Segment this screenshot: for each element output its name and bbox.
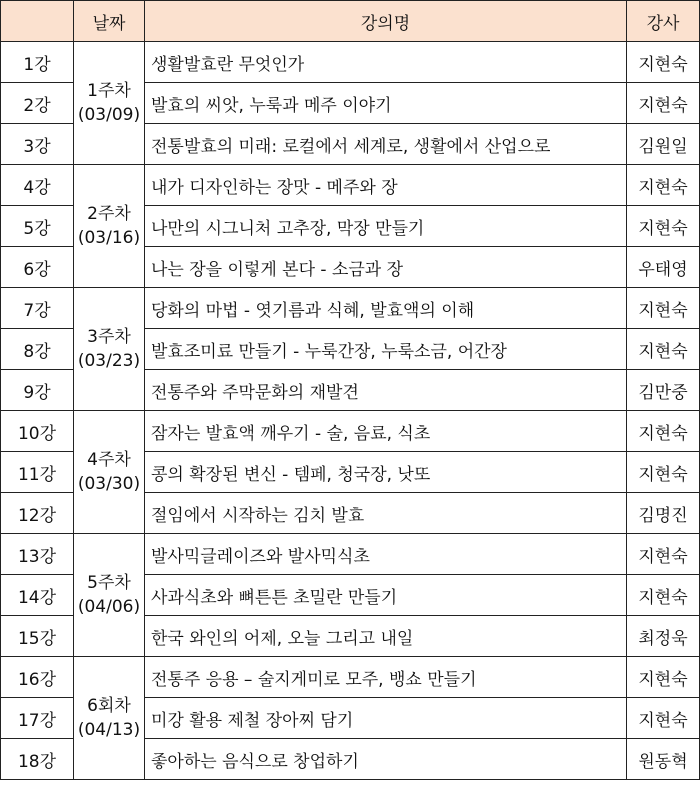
lecture-instructor: 김원일	[627, 124, 700, 165]
lecture-instructor: 지현숙	[627, 83, 700, 124]
lecture-title: 미강 활용 제철 장아찌 담기	[145, 698, 627, 739]
week-label: 5주차	[87, 573, 131, 593]
lecture-instructor: 지현숙	[627, 42, 700, 83]
week-cell	[74, 42, 145, 165]
lecture-title: 내가 디자인하는 장맛 - 메주와 장	[145, 165, 627, 206]
lecture-instructor: 지현숙	[627, 657, 700, 698]
week-label: 3주차	[87, 327, 131, 347]
lecture-instructor: 원동혁	[627, 739, 700, 780]
table-row	[1, 411, 700, 452]
lecture-number: 1강	[1, 42, 74, 83]
lecture-title: 나만의 시그니처 고추장, 막장 만들기	[145, 206, 627, 247]
lecture-instructor: 지현숙	[627, 411, 700, 452]
lecture-number: 17강	[1, 698, 74, 739]
lecture-title: 절임에서 시작하는 김치 발효	[145, 493, 627, 534]
table-row	[1, 165, 700, 206]
week-label: 6회차	[87, 696, 131, 716]
header-instructor: 강사	[627, 1, 700, 42]
week-cell	[74, 165, 145, 288]
lecture-number: 11강	[1, 452, 74, 493]
week-date: (04/13)	[77, 720, 141, 740]
lecture-instructor: 지현숙	[627, 329, 700, 370]
lecture-number: 6강	[1, 247, 74, 288]
header-number	[1, 1, 74, 42]
lecture-title: 발사믹글레이즈와 발사믹식초	[145, 534, 627, 575]
lecture-instructor: 지현숙	[627, 575, 700, 616]
lecture-number: 10강	[1, 411, 74, 452]
lecture-title: 잠자는 발효액 깨우기 - 술, 음료, 식초	[145, 411, 627, 452]
week-date: (03/23)	[77, 351, 141, 371]
header-title: 강의명	[145, 1, 627, 42]
lecture-title: 당화의 마법 - 엿기름과 식혜, 발효액의 이해	[145, 288, 627, 329]
lecture-title: 한국 와인의 어제, 오늘 그리고 내일	[145, 616, 627, 657]
lecture-number: 13강	[1, 534, 74, 575]
lecture-instructor: 최정욱	[627, 616, 700, 657]
lecture-title: 발효의 씨앗, 누룩과 메주 이야기	[145, 83, 627, 124]
week-label: 4주차	[87, 450, 131, 470]
week-cell	[74, 657, 145, 780]
lecture-number: 7강	[1, 288, 74, 329]
week-cell	[74, 411, 145, 534]
header-row	[1, 1, 700, 42]
header-date: 날짜	[74, 1, 145, 42]
lecture-instructor: 지현숙	[627, 534, 700, 575]
lecture-number: 5강	[1, 206, 74, 247]
lecture-title: 콩의 확장된 변신 - 템페, 청국장, 낫또	[145, 452, 627, 493]
lecture-number: 2강	[1, 83, 74, 124]
lecture-number: 16강	[1, 657, 74, 698]
table-row	[1, 534, 700, 575]
lecture-instructor: 지현숙	[627, 165, 700, 206]
lecture-title: 전통주 응용 – 술지게미로 모주, 뱅쇼 만들기	[145, 657, 627, 698]
lecture-instructor: 지현숙	[627, 698, 700, 739]
lecture-number: 12강	[1, 493, 74, 534]
lecture-number: 15강	[1, 616, 74, 657]
lecture-instructor: 우태영	[627, 247, 700, 288]
lecture-title: 발효조미료 만들기 - 누룩간장, 누룩소금, 어간장	[145, 329, 627, 370]
week-label: 2주차	[87, 204, 131, 224]
week-label: 1주차	[87, 81, 131, 101]
week-date: (03/30)	[77, 474, 141, 494]
week-cell	[74, 534, 145, 657]
lecture-instructor: 지현숙	[627, 452, 700, 493]
lecture-number: 8강	[1, 329, 74, 370]
lecture-instructor: 지현숙	[627, 288, 700, 329]
week-cell	[74, 288, 145, 411]
table-row	[1, 657, 700, 698]
lecture-title: 사과식초와 뼈튼튼 초밀란 만들기	[145, 575, 627, 616]
table-row	[1, 288, 700, 329]
week-date: (04/06)	[77, 597, 141, 617]
lecture-title: 전통주와 주막문화의 재발견	[145, 370, 627, 411]
lecture-title: 좋아하는 음식으로 창업하기	[145, 739, 627, 780]
week-date: (03/16)	[77, 228, 141, 248]
lecture-number: 3강	[1, 124, 74, 165]
lecture-title: 생활발효란 무엇인가	[145, 42, 627, 83]
lecture-instructor: 김명진	[627, 493, 700, 534]
lecture-number: 4강	[1, 165, 74, 206]
lecture-number: 14강	[1, 575, 74, 616]
lecture-title: 나는 장을 이렇게 본다 - 소금과 장	[145, 247, 627, 288]
lecture-number: 18강	[1, 739, 74, 780]
lecture-instructor: 김만중	[627, 370, 700, 411]
lecture-number: 9강	[1, 370, 74, 411]
table-row	[1, 42, 700, 83]
lecture-instructor: 지현숙	[627, 206, 700, 247]
lecture-title: 전통발효의 미래: 로컬에서 세계로, 생활에서 산업으로	[145, 124, 627, 165]
week-date: (03/09)	[77, 105, 141, 125]
